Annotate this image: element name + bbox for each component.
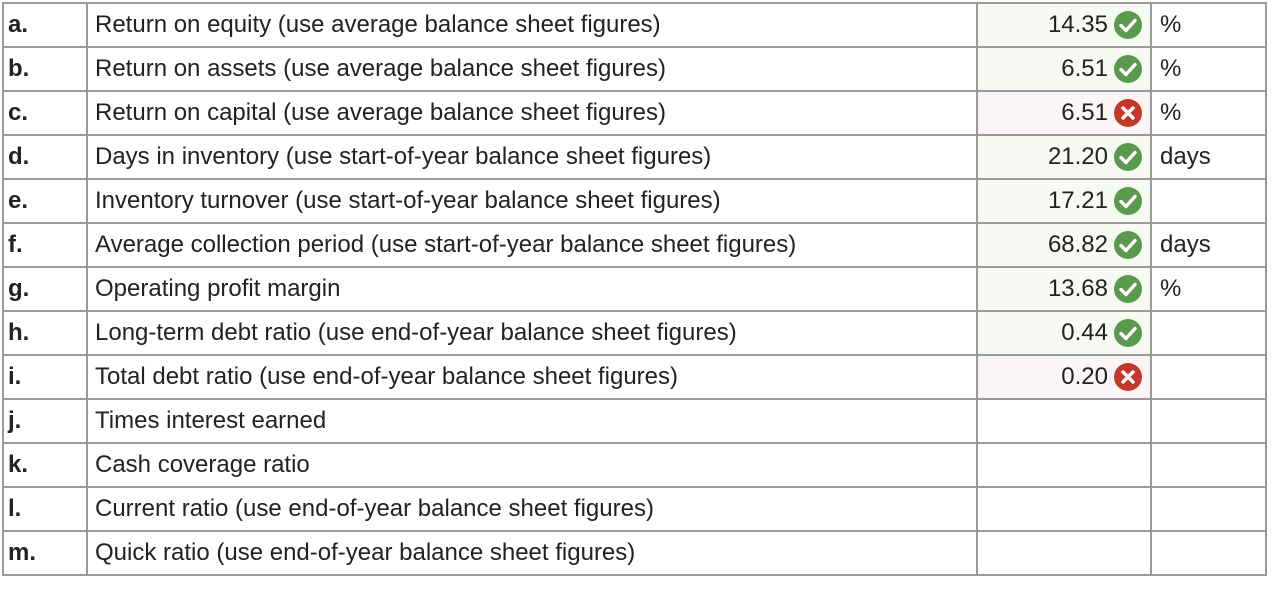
answer-field[interactable] — [977, 3, 1151, 47]
table-row — [3, 179, 1266, 223]
row-description: Quick ratio (use end-of-year balance sheet figures) — [87, 531, 977, 575]
check-circle-icon — [1113, 318, 1143, 348]
x-circle-icon — [1113, 362, 1143, 392]
row-description: Days in inventory (use start-of-year balance sheet figures) — [87, 135, 977, 179]
ratios-table-body — [3, 3, 1266, 575]
answer-field[interactable] — [977, 267, 1151, 311]
row-unit: % — [1151, 91, 1266, 135]
answer-value: 0.44 — [1061, 319, 1108, 346]
table-row — [3, 3, 1266, 47]
row-unit: days — [1151, 135, 1266, 179]
row-description: Cash coverage ratio — [87, 443, 977, 487]
row-description: Inventory turnover (use start-of-year balance sheet figures) — [87, 179, 977, 223]
table-row — [3, 487, 1266, 531]
answer-value: 6.51 — [1061, 99, 1108, 126]
check-circle-icon — [1113, 10, 1143, 40]
answer-field[interactable] — [977, 487, 1151, 531]
answer-field[interactable] — [977, 311, 1151, 355]
row-unit — [1151, 443, 1266, 487]
row-unit: % — [1151, 3, 1266, 47]
answer-field[interactable] — [977, 179, 1151, 223]
row-letter: d. — [3, 135, 87, 179]
answer-field[interactable] — [977, 223, 1151, 267]
answer-field[interactable] — [977, 135, 1151, 179]
answer-value: 6.51 — [1061, 55, 1108, 82]
answer-field[interactable] — [977, 355, 1151, 399]
row-unit — [1151, 531, 1266, 575]
row-letter: i. — [3, 355, 87, 399]
row-description: Average collection period (use start-of-year balance sheet figures) — [87, 223, 977, 267]
row-unit — [1151, 399, 1266, 443]
row-letter: h. — [3, 311, 87, 355]
answer-value: 14.35 — [1047, 11, 1108, 38]
x-circle-icon — [1113, 98, 1143, 128]
row-description: Times interest earned — [87, 399, 977, 443]
table-row — [3, 355, 1266, 399]
row-letter: a. — [3, 3, 87, 47]
row-letter: g. — [3, 267, 87, 311]
check-circle-icon — [1113, 54, 1143, 84]
row-letter: k. — [3, 443, 87, 487]
row-unit: % — [1151, 267, 1266, 311]
row-description: Return on assets (use average balance sheet figures) — [87, 47, 977, 91]
row-unit — [1151, 487, 1266, 531]
table-row — [3, 91, 1266, 135]
check-circle-icon — [1113, 186, 1143, 216]
row-description: Long-term debt ratio (use end-of-year balance sheet figures) — [87, 311, 977, 355]
row-unit — [1151, 355, 1266, 399]
answer-field[interactable] — [977, 399, 1151, 443]
row-letter: m. — [3, 531, 87, 575]
row-description: Return on capital (use average balance sheet figures) — [87, 91, 977, 135]
table-row — [3, 223, 1266, 267]
check-circle-icon — [1113, 274, 1143, 304]
row-letter: e. — [3, 179, 87, 223]
answer-field[interactable] — [977, 91, 1151, 135]
answer-value: 68.82 — [1047, 231, 1108, 258]
check-circle-icon — [1113, 230, 1143, 260]
table-row — [3, 311, 1266, 355]
row-description: Operating profit margin — [87, 267, 977, 311]
row-description: Return on equity (use average balance sheet figures) — [87, 3, 977, 47]
answer-value: 13.68 — [1047, 275, 1108, 302]
row-letter: b. — [3, 47, 87, 91]
row-letter: c. — [3, 91, 87, 135]
answer-field[interactable] — [977, 47, 1151, 91]
table-row — [3, 135, 1266, 179]
row-letter: l. — [3, 487, 87, 531]
table-row — [3, 443, 1266, 487]
ratios-table — [2, 2, 1267, 576]
row-description: Current ratio (use end-of-year balance sheet figures) — [87, 487, 977, 531]
table-row — [3, 47, 1266, 91]
table-row — [3, 531, 1266, 575]
row-description: Total debt ratio (use end-of-year balance sheet figures) — [87, 355, 977, 399]
answer-value: 21.20 — [1047, 143, 1108, 170]
answer-value: 0.20 — [1061, 363, 1108, 390]
table-row — [3, 267, 1266, 311]
answer-value: 17.21 — [1047, 187, 1108, 214]
answer-field[interactable] — [977, 531, 1151, 575]
row-unit — [1151, 311, 1266, 355]
row-unit: % — [1151, 47, 1266, 91]
row-letter: j. — [3, 399, 87, 443]
answer-field[interactable] — [977, 443, 1151, 487]
check-circle-icon — [1113, 142, 1143, 172]
row-letter: f. — [3, 223, 87, 267]
row-unit — [1151, 179, 1266, 223]
table-row — [3, 399, 1266, 443]
row-unit: days — [1151, 223, 1266, 267]
